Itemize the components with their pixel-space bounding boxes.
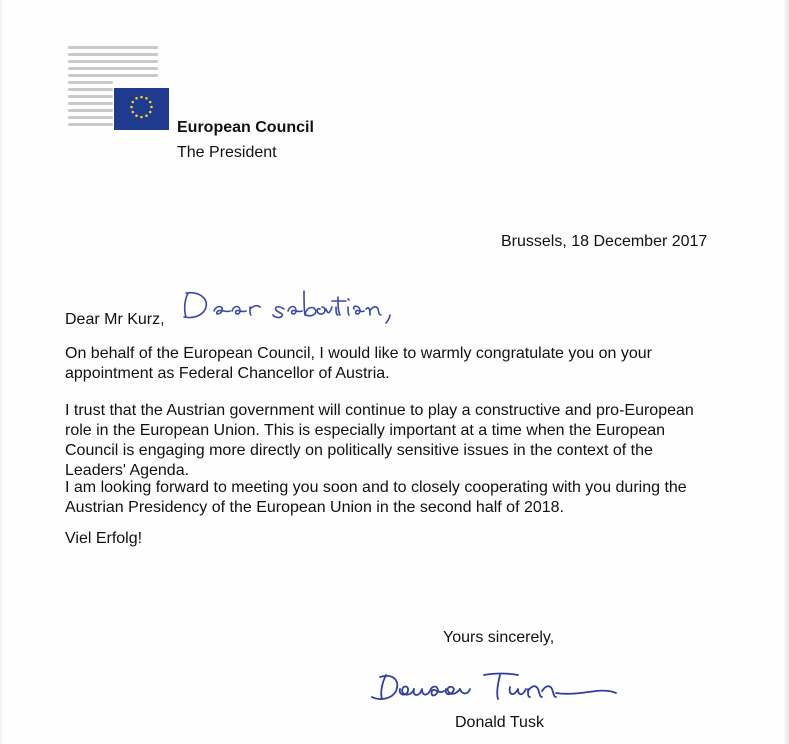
page-edge-shadow-left <box>0 0 3 744</box>
eu-flag-icon <box>114 88 169 130</box>
date-line: Brussels, 18 December 2017 <box>501 233 708 250</box>
handwritten-greeting <box>178 285 438 333</box>
signer-name: Donald Tusk <box>455 714 544 731</box>
european-council-logo-icon <box>64 40 174 140</box>
organization-name: European Council <box>177 119 314 136</box>
salutation: Dear Mr Kurz, <box>65 311 165 328</box>
office-title: The President <box>177 144 277 161</box>
body-paragraph-1: On behalf of the European Council, I would like to warmly congratulate you on your appointment as Federal Chancellor of Austria. <box>65 345 652 382</box>
body-paragraph-3: I am looking forward to meeting you soon and to closely cooperating with you during the Austrian Presidency of the European Union in the second half of 2018. <box>65 479 687 516</box>
body-paragraph-2: I trust that the Austrian government will continue to play a constructive and pro-European role in the European Union. This is especially important at a time when the European Council is engaging more directly on politically sensitive issues in the context of the Leaders' Agenda. <box>65 402 694 479</box>
complimentary-close: Yours sincerely, <box>443 629 555 646</box>
page-edge-shadow-right <box>783 0 789 744</box>
signature <box>368 665 618 710</box>
closing-phrase: Viel Erfolg! <box>65 530 143 547</box>
